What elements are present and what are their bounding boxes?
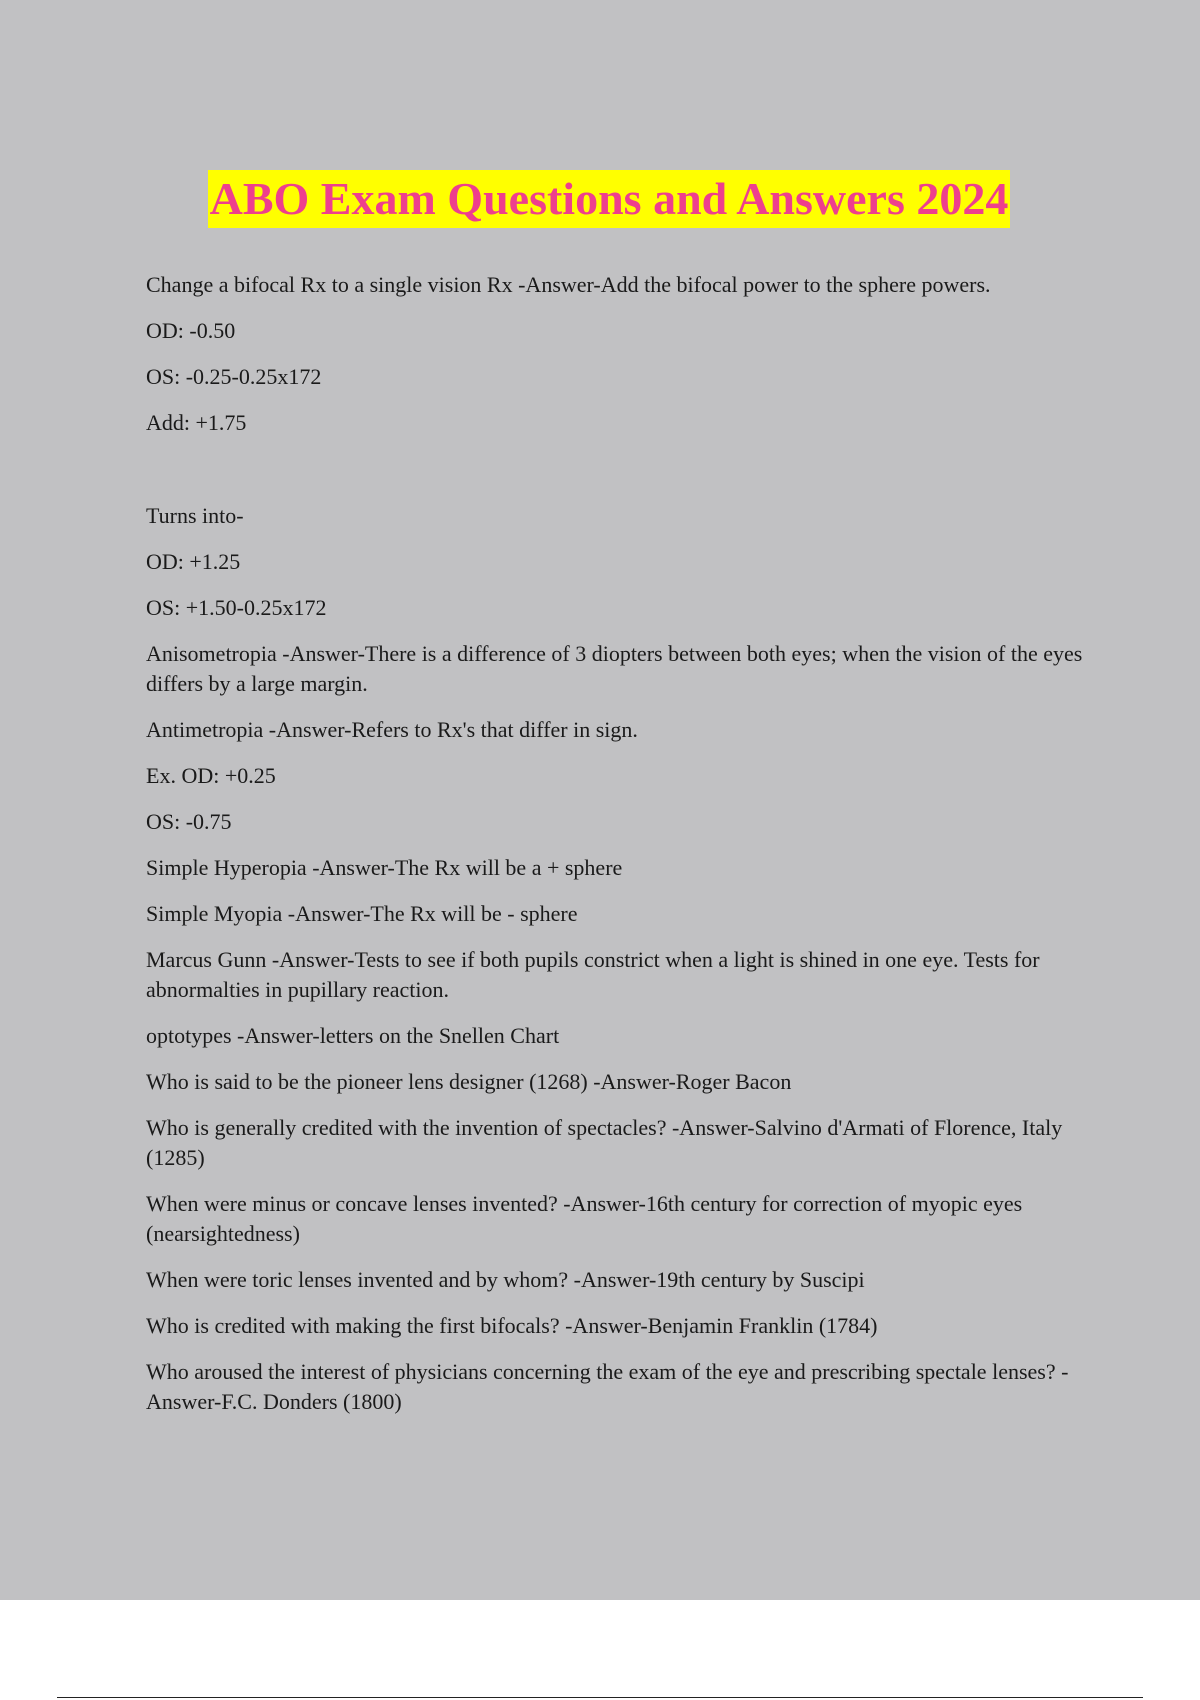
paragraph: Change a bifocal Rx to a single vision Rx -Answer-Add the bifocal power to the sphere powers. — [146, 272, 991, 297]
paragraph: Ex. OD: +0.25 — [146, 763, 276, 788]
paragraph: OD: +1.25 — [146, 549, 241, 574]
paragraph: Who aroused the interest of physicians concerning the exam of the eye and prescribing spectale lenses? -Answer-F.C. Donders (1800) — [146, 1359, 1069, 1414]
paragraph: Anisometropia -Answer-There is a difference of 3 diopters between both eyes; when the vision of the eyes differs by a large margin. — [146, 641, 1083, 696]
paragraph: OS: -0.25-0.25x172 — [146, 364, 322, 389]
paragraph: Who is credited with making the first bifocals? -Answer-Benjamin Franklin (1784) — [146, 1313, 878, 1338]
paragraph: OD: -0.50 — [146, 318, 236, 343]
paragraph: Simple Myopia -Answer-The Rx will be - sphere — [146, 901, 578, 926]
paragraph: Antimetropia -Answer-Refers to Rx's that differ in sign. — [146, 717, 638, 742]
paragraph: Who is said to be the pioneer lens designer (1268) -Answer-Roger Bacon — [146, 1069, 792, 1094]
paragraph: Who is generally credited with the invention of spectacles? -Answer-Salvino d'Armati of Florence, Italy (1285) — [146, 1115, 1063, 1170]
paragraph: Add: +1.75 — [146, 410, 247, 435]
paragraph: Simple Hyperopia -Answer-The Rx will be a + sphere — [146, 855, 623, 880]
paragraph: optotypes -Answer-letters on the Snellen Chart — [146, 1023, 560, 1048]
paragraph: Turns into- — [146, 503, 244, 528]
paragraph: When were toric lenses invented and by whom? -Answer-19th century by Suscipi — [146, 1267, 865, 1292]
paragraph: When were minus or concave lenses invented? -Answer-16th century for correction of myopic eyes (nearsightedness) — [146, 1191, 1023, 1246]
paragraph: Marcus Gunn -Answer-Tests to see if both pupils constrict when a light is shined in one eye. Tests for abnormalties in pupillary reaction. — [146, 947, 1040, 1002]
title-container — [0, 170, 1200, 228]
footer-divider — [57, 1697, 1143, 1698]
document-body — [146, 270, 1086, 1417]
document-title: ABO Exam Questions and Answers 2024 — [208, 170, 1011, 228]
paragraph: OS: -0.75 — [146, 809, 232, 834]
paragraph: OS: +1.50-0.25x172 — [146, 595, 327, 620]
